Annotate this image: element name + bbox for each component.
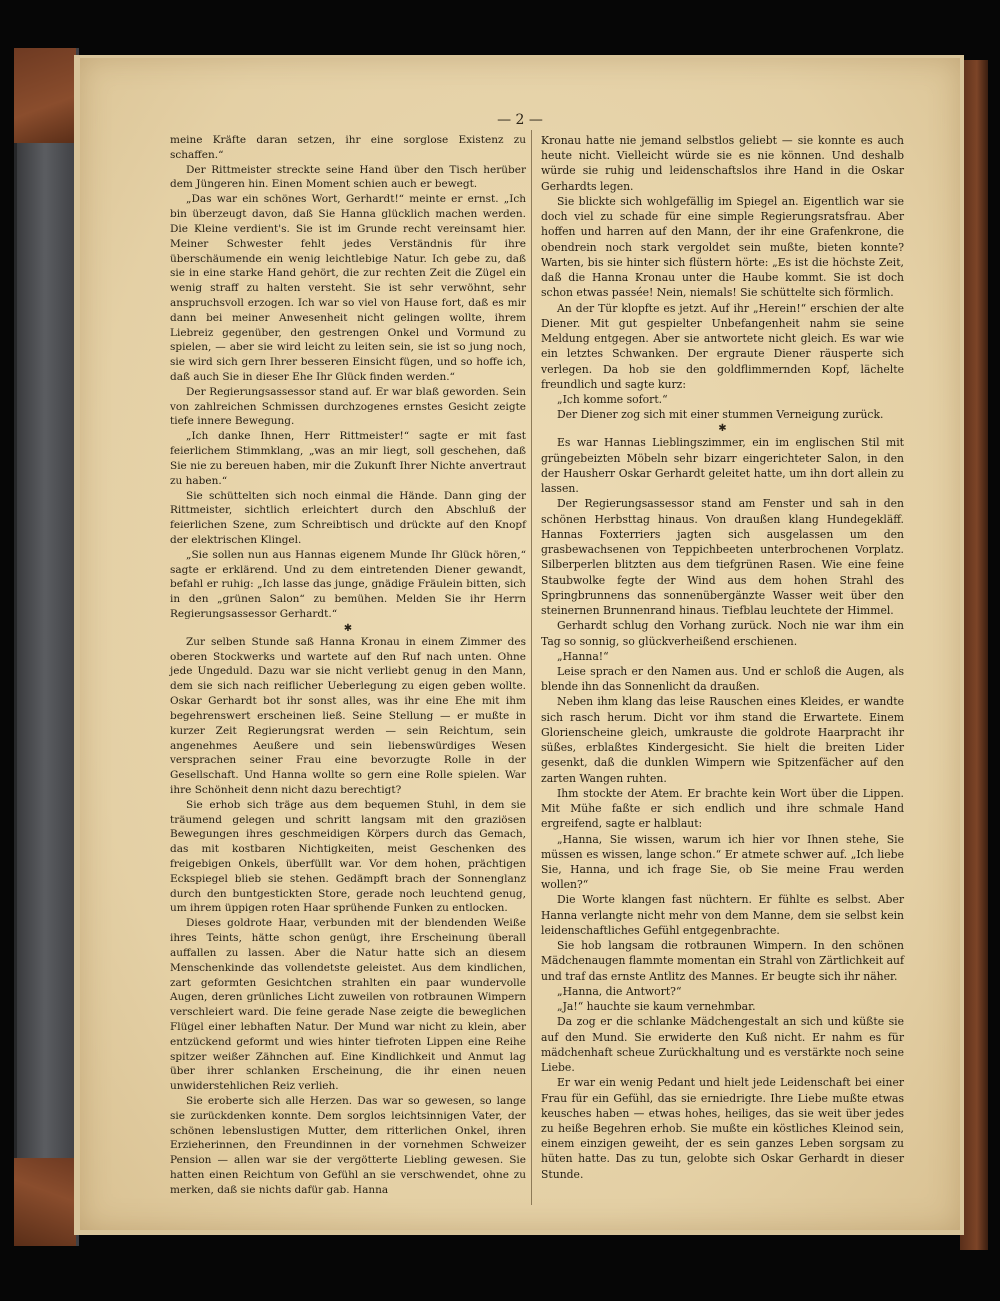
paragraph: Der Rittmeister streckte seine Hand über den Tisch herüber dem Jüngeren hin. Einen Moment schien auch er bewegt. [170,163,526,191]
page-number: — 2 — [497,112,543,128]
binding-corner-top [14,48,76,143]
paragraph: „Ich danke Ihnen, Herr Rittmeister!“ sagte er mit fast feierlichem Stimmklang, „was an mir liegt, soll geschehen, daß Sie nie zu bereuen haben, mir die Zukunft Ihrer Nichte anvertraut zu haben.“ [170,430,526,487]
paragraph: Kronau hatte nie jemand selbstlos geliebt — sie konnte es auch heute nicht. Vielleicht würde sie es nie können. Und deshalb würde sie ruhig und leidenschaftslos ihre Hand in die Oskar Gerhardts legen. [541,134,904,193]
paragraph: Ihm stockte der Atem. Er brachte kein Wort über die Lippen. Mit Mühe faßte er sich endlich und ihre schmale Hand ergreifend, sagte er halblaut: [541,786,904,831]
paragraph: Sie hob langsam die rotbraunen Wimpern. In den schönen Mädchenaugen flammte momentan ein Strahl von Zärtlichkeit auf und traf das ernste Antlitz des Mannes. Er beugte sich ihr näher. [541,939,904,983]
paragraph: Neben ihm klang das leise Rauschen eines Kleides, er wandte sich rasch herum. Dicht vor ihm stand die Erwartete. Einem Glorienscheine gleich, umkrauste die goldrote Haarpracht ihr süßes, erblaßtes Kindergesicht. Sie hielt die breiten Lider gesenkt, daß die dunklen Wimpern wie Spitzenfächer auf den zarten Wangen ruhten. [541,695,904,785]
paragraph: Dieses goldrote Haar, verbunden mit der blendenden Weiße ihres Teints, hätte schon genügt, ihre Erscheinung überall auffallen zu lassen. Aber die Natur hatte sich an diesem Menschenkinde das vollendetste geleistet. Aus dem kindlichen, zart geformten Gesichtchen strahlten ein paar wundervolle Augen, deren grünliches Licht zuweilen von rotbraunen Wimpern verschleiert ward. Die feine gerade Nase zeigte die beweglichen Flügel einer lebhaften Natur. Der Mund war nicht zu klein, aber entzückend geformt und wies hinter tiefroten Lippen eine Reihe spitzer weißer Zähnchen auf. Eine Kindlichkeit und Anmut lag über ihrer schlanken Erscheinung, die ihr einen neuen unwiderstehlichen Reiz verlieh. [170,917,526,1093]
section-separator: ✱ [343,622,353,634]
paragraph: Sie erhob sich träge aus dem bequemen Stuhl, in dem sie träumend gelegen und schritt langsam mit den graziösen Bewegungen ihres geschmeidigen Körpers durch das Gemach, das mit kostbaren Nichtigkeiten, meist Geschenken des freigebigen Onkels, überfüllt war. Vor dem hohen, prächtigen Eckspiegel blieb sie stehen. Gedämpft brach der Sonnenglanz durch den buntgestickten Store, gerade noch leuchtend genug, um ihrem üppigen roten Haar sprühende Funken zu entlocken. [170,798,526,915]
section-separator: ✱ [718,423,727,435]
paragraph: „Sie sollen nun aus Hannas eigenem Munde Ihr Glück hören,“ sagte er erklärend. Und zu dem eintretenden Diener gewandt, befahl er ruhig: „Ich lasse das junge, gnädige Fräulein bitten, sich in den „grünen Salon“ zu bemühen. Melden Sie ihr Herrn Regierungsassessor Gerhardt.“ [170,548,526,620]
paragraph: Der Regierungsassessor stand auf. Er war blaß geworden. Sein von zahlreichen Schmissen durchzogenes ernstes Gesicht zeigte tiefe innere Bewegung. [170,385,526,428]
paragraph: „Hanna, die Antwort?“ [557,984,682,998]
book-binding [14,48,79,1246]
paragraph: „Hanna!“ [557,649,609,663]
paragraph: Leise sprach er den Namen aus. Und er schloß die Augen, als blende ihn das Sonnenlicht da draußen. [541,664,904,694]
paragraph: Da zog er die schlanke Mädchengestalt an sich und küßte sie auf den Mund. Sie erwiderte den Kuß nicht. Er nahm es für mädchenhaft scheue Zurückhaltung und es verstärkte noch seine Liebe. [541,1015,904,1075]
binding-corner-bottom [14,1158,76,1246]
paragraph: An der Tür klopfte es jetzt. Auf ihr „Herein!“ erschien der alte Diener. Mit gut gespielter Unbefangenheit nahm sie seine Meldung entgegen. Aber sie antwortete nicht gleich. Es war wie ein letztes Schwanken. Der ergraute Diener räusperte sich verlegen. Da hob sie den goldflimmernden Kopf, lächelte freundlich und sagte kurz: [541,301,904,391]
paragraph: „Ja!“ hauchte sie kaum vernehmbar. [557,1000,756,1014]
paragraph: Er war ein wenig Pedant und hielt jede Leidenschaft bei einer Frau für ein Gefühl, das sie erniedrigte. Ihre Liebe mußte etwas keusches haben — etwas hohes, heiliges, das sie weit über jedes zu heiße Begehren erhob. Sie mußte ein köstliches Kleinod sein, einem einzigen geweiht, der es sein ganzes Leben sorgsam zu hüten hatte. Das zu tun, gelobte sich Oskar Gerhardt in dieser Stunde. [541,1076,904,1181]
paragraph: Es war Hannas Lieblingszimmer, ein im englischen Stil mit grüngebeizten Möbeln sehr bizarr eingerichteter Salon, in den der Hausherr Oskar Gerhardt geleitet hatte, um ihn dort allein zu lassen. [541,436,904,496]
paragraph: „Hanna, Sie wissen, warum ich hier vor Ihnen stehe, Sie müssen es wissen, lange schon.“ Er atmete schwer auf. „Ich liebe Sie, Hanna, und ich frage Sie, ob Sie meine Frau werden wollen?“ [541,832,904,892]
paragraph: „Das war ein schönes Wort, Gerhardt!“ meinte er ernst. „Ich bin überzeugt davon, daß Sie Hanna glücklich machen werden. Die Kleine verdient's. Sie ist im Grunde recht vereinsamt hier. Meiner Schwester fehlt jedes Verständnis für ihre überschäumende ein wenig leichtlebige Natur. Ich gebe zu, daß sie in eine starke Hand gehört, die zur rechten Zeit die Zügel ein wenig straff zu halten versteht. Sie ist sehr verwöhnt, sehr anspruchsvoll erzogen. Ich war so viel von Hause fort, daß es mir dann bei meiner Anwesenheit nicht gelingen wollte, ihrem Liebreiz gegenüber, den gestrengen Onkel und Vormund zu spielen, — aber sie wird leicht zu leiten sein, sie ist so jung noch, sie wird sich gern Ihrer besseren Einsicht fügen, und so hoffe ich, daß auch Sie in dieser Ehe Ihr Glück finden werden.“ [170,193,526,383]
paragraph: Sie blickte sich wohlgefällig im Spiegel an. Eigentlich war sie doch viel zu schade für eine simple Regierungsratsfrau. Aber hoffen und harren auf den Mann, der ihr eine Grafenkrone, die obendrein noch stark vergoldet sein mußte, bieten konnte? Warten, bis sie hinter sich flüstern hörte: „Es ist die höchste Zeit, daß die Hanna Kronau unter die Haube kommt. Sie ist doch schon etwas passée! Nein, niemals! Sie schüttelte sich förmlich. [541,194,904,300]
paragraph: Zur selben Stunde saß Hanna Kronau in einem Zimmer des oberen Stockwerks und wartete auf den Ruf nach unten. Ohne jede Ungeduld. Dazu war sie nicht verliebt genug in den Mann, dem sie sich nach reiflicher Ueberlegung zu eigen geben wollte. Oskar Gerhardt bot ihr sonst alles, was ihr eine Ehe mit ihm begehrenswert erscheinen ließ. Seine Stellung — er mußte in kurzer Zeit Regierungsrat werden — sein Reichtum, sein angenehmes Aeußere und sein liebenswürdiges Wesen versprachen seiner Frau eine bevorzugte Rolle in der Gesellschaft. Und Hanna wollte so gern eine Rolle spielen. War ihre Schönheit denn nicht dazu berechtigt? [170,635,526,796]
text-column-right [541,133,904,1182]
cover-board-right [960,60,988,1250]
paragraph: Gerhardt schlug den Vorhang zurück. Noch nie war ihm ein Tag so sonnig, so glückverheißend erschienen. [541,619,904,648]
column-divider [531,130,532,1205]
paragraph: Der Diener zog sich mit einer stummen Verneigung zurück. [557,408,884,422]
text-column-left [170,133,526,1198]
paragraph: Der Regierungsassessor stand am Fenster und sah in den schönen Herbsttag hinaus. Von draußen klang Hundegekläff. Hannas Foxterriers jagten sich ausgelassen um den grasbewachsenen von Teppichbeeten unterbrochenen Vorplatz. Silberperlen blitzten aus dem tiefgrünen Rasen. Wie eine feine Staubwolke fegte der Wind aus dem hohen Strahl des Springbrunnens das sonnenübergänzte Wasser weit über den steinernen Brunnenrand hinaus. Tiefblau leuchtete der Himmel. [541,497,904,618]
paragraph: Sie schüttelten sich noch einmal die Hände. Dann ging der Rittmeister, sichtlich erleichtert durch den Abschluß der feierlichen Szene, zum Schreibtisch und drückte auf den Knopf der elektrischen Klingel. [170,489,526,546]
paragraph: Sie eroberte sich alle Herzen. Das war so gewesen, so lange sie zurückdenken konnte. Dem sorglos leichtsinnigen Vater, der schönen lebenslustigen Mutter, dem ritterlichen Onkel, ihren Erzieherinnen, den Freundinnen in der vornehmen Schweizer Pension — allen war sie der vergötterte Liebling gewesen. Sie hatten einen Reichtum von Gefühl an sie verschwendet, ohne zu merken, daß sie nichts dafür gab. Hanna [170,1095,526,1196]
paragraph: meine Kräfte daran setzen, ihr eine sorglose Existenz zu schaffen.“ [170,134,526,161]
paragraph: Die Worte klangen fast nüchtern. Er fühlte es selbst. Aber Hanna verlangte nicht mehr von dem Manne, dem sie selbst kein leidenschaftliches Gefühl entgegenbrachte. [541,893,904,937]
paragraph: „Ich komme sofort.“ [557,392,668,406]
